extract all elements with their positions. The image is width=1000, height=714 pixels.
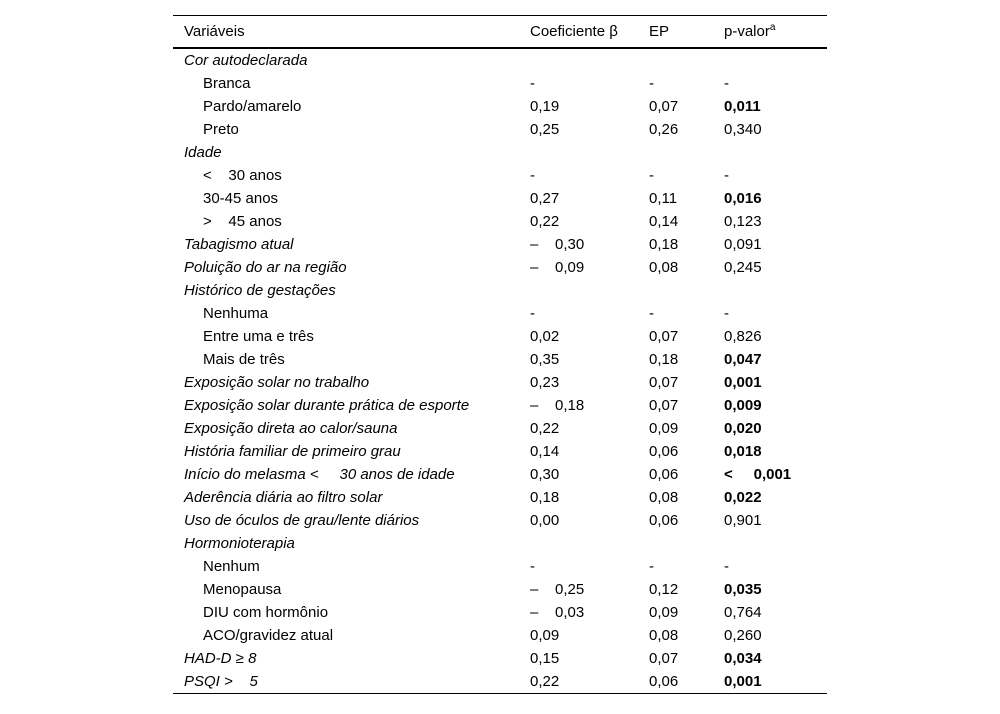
cell-p-value: 0,009 — [724, 397, 762, 414]
cell-ep: 0,14 — [649, 213, 679, 230]
cell-ep: 0,08 — [649, 489, 679, 506]
cell-ep: 0,07 — [649, 328, 679, 345]
cell-p-value: 0,022 — [724, 489, 762, 506]
cell-variable: Nenhuma — [203, 305, 269, 322]
table-row-category — [173, 440, 827, 463]
cell-p-value: - — [724, 167, 729, 184]
cell-variable: Pardo/amarelo — [203, 98, 302, 115]
results-table-container — [173, 15, 827, 694]
cell-coefficient: 0,00 — [530, 512, 560, 529]
cell-ep: 0,18 — [649, 236, 679, 253]
cell-ep: - — [649, 167, 654, 184]
header-coefficient: Coeficiente β — [530, 23, 618, 40]
table-row-subcategory — [173, 325, 827, 348]
cell-coefficient: 0,22 — [530, 673, 560, 690]
cell-variable: Histórico de gestações — [184, 282, 336, 299]
cell-variable: Menopausa — [203, 581, 282, 598]
table-row-category — [173, 532, 827, 555]
cell-coefficient: 0,23 — [530, 374, 560, 391]
cell-variable: Exposição solar no trabalho — [184, 374, 370, 391]
table-row-subcategory — [173, 555, 827, 578]
cell-variable: Mais de três — [203, 351, 285, 368]
cell-p-value: - — [724, 75, 729, 92]
cell-coefficient: 0,15 — [530, 650, 560, 667]
cell-coefficient: 0,09 — [530, 627, 560, 644]
cell-coefficient: 0,14 — [530, 443, 560, 460]
cell-coefficient: – 0,09 — [530, 259, 585, 276]
table-row-subcategory — [173, 95, 827, 118]
cell-ep: 0,06 — [649, 512, 679, 529]
table-row-category — [173, 509, 827, 532]
table-row-subcategory — [173, 72, 827, 95]
table-row-category — [173, 647, 827, 670]
cell-coefficient — [519, 48, 638, 72]
table-row-category — [173, 394, 827, 417]
cell-coefficient: – 0,03 — [530, 604, 585, 621]
table-row-category — [173, 670, 827, 694]
cell-variable: 30-45 anos — [203, 190, 279, 207]
table-row-subcategory — [173, 187, 827, 210]
cell-p-value: 0,020 — [724, 420, 762, 437]
cell-p-value: 0,091 — [724, 236, 762, 253]
cell-ep: 0,06 — [649, 443, 679, 460]
cell-coefficient — [519, 532, 638, 555]
cell-p-value — [713, 279, 827, 302]
header-p-value-label: p-valor — [724, 23, 770, 40]
table-header — [173, 16, 827, 49]
cell-ep: 0,08 — [649, 627, 679, 644]
cell-variable: Exposição direta ao calor/sauna — [184, 420, 398, 437]
cell-p-value: 0,047 — [724, 351, 762, 368]
cell-p-value: < 0,001 — [724, 466, 792, 483]
cell-variable: História familiar de primeiro grau — [184, 443, 401, 460]
cell-coefficient — [519, 279, 638, 302]
cell-p-value: 0,016 — [724, 190, 762, 207]
cell-coefficient: 0,35 — [530, 351, 560, 368]
cell-ep: 0,26 — [649, 121, 679, 138]
header-p-value — [713, 16, 827, 49]
table-row-category — [173, 141, 827, 164]
table-row-category — [173, 256, 827, 279]
table-row-category — [173, 48, 827, 72]
cell-ep: 0,09 — [649, 420, 679, 437]
cell-p-value: 0,245 — [724, 259, 762, 276]
cell-ep: 0,07 — [649, 397, 679, 414]
cell-variable: ACO/gravidez atual — [203, 627, 334, 644]
cell-coefficient: – 0,30 — [530, 236, 585, 253]
cell-coefficient: 0,22 — [530, 420, 560, 437]
table-row-subcategory — [173, 210, 827, 233]
cell-ep: 0,08 — [649, 259, 679, 276]
cell-ep: 0,07 — [649, 98, 679, 115]
cell-ep — [638, 141, 713, 164]
cell-variable: < 30 anos — [203, 167, 282, 184]
table-row-subcategory — [173, 118, 827, 141]
cell-coefficient: 0,25 — [530, 121, 560, 138]
table-row-category — [173, 233, 827, 256]
cell-coefficient: 0,22 — [530, 213, 560, 230]
cell-variable: Entre uma e três — [203, 328, 314, 345]
cell-coefficient: 0,30 — [530, 466, 560, 483]
table-row-subcategory — [173, 601, 827, 624]
cell-ep: 0,09 — [649, 604, 679, 621]
cell-ep: - — [649, 305, 654, 322]
cell-p-value — [713, 48, 827, 72]
cell-variable: Nenhum — [203, 558, 260, 575]
cell-variable: Preto — [203, 121, 239, 138]
cell-p-value: 0,001 — [724, 374, 762, 391]
cell-coefficient: 0,19 — [530, 98, 560, 115]
cell-variable: Cor autodeclarada — [184, 52, 308, 69]
cell-coefficient: - — [530, 167, 535, 184]
regression-results-table — [173, 15, 827, 694]
header-row — [173, 16, 827, 49]
cell-variable: Hormonioterapia — [184, 535, 295, 552]
cell-variable: > 45 anos — [203, 213, 282, 230]
cell-p-value: 0,001 — [724, 673, 762, 690]
table-row-category — [173, 417, 827, 440]
cell-p-value: 0,901 — [724, 512, 762, 529]
cell-coefficient: - — [530, 558, 535, 575]
table-row-category — [173, 371, 827, 394]
cell-coefficient: - — [530, 305, 535, 322]
cell-ep: 0,06 — [649, 466, 679, 483]
cell-ep — [638, 532, 713, 555]
cell-ep: 0,11 — [649, 190, 678, 207]
cell-p-value: 0,011 — [724, 98, 761, 115]
cell-ep: 0,18 — [649, 351, 679, 368]
cell-p-value: - — [724, 305, 729, 322]
header-ep: EP — [649, 23, 670, 40]
cell-coefficient — [519, 141, 638, 164]
cell-p-value: 0,764 — [724, 604, 762, 621]
table-body — [173, 48, 827, 694]
cell-coefficient: 0,18 — [530, 489, 560, 506]
table-row-subcategory — [173, 624, 827, 647]
cell-p-value: 0,260 — [724, 627, 762, 644]
cell-variable: HAD-D ≥ 8 — [184, 650, 257, 667]
cell-variable: Poluição do ar na região — [184, 259, 347, 276]
table-row-category — [173, 486, 827, 509]
header-p-value-footnote-mark: a — [769, 22, 776, 33]
cell-p-value: 0,826 — [724, 328, 762, 345]
cell-ep: 0,07 — [649, 650, 679, 667]
cell-variable: Exposição solar durante prática de esporte — [184, 397, 470, 414]
cell-ep — [638, 48, 713, 72]
cell-variable: Idade — [184, 144, 222, 161]
cell-variable: Uso de óculos de grau/lente diários — [184, 512, 420, 529]
cell-ep: 0,12 — [649, 581, 679, 598]
cell-ep: 0,07 — [649, 374, 679, 391]
table-row-subcategory — [173, 348, 827, 371]
cell-coefficient: 0,27 — [530, 190, 560, 207]
table-row-subcategory — [173, 164, 827, 187]
cell-p-value — [713, 532, 827, 555]
cell-ep: - — [649, 558, 654, 575]
cell-variable: Início do melasma < 30 anos de idade — [184, 466, 455, 483]
cell-coefficient: - — [530, 75, 535, 92]
cell-variable: Branca — [203, 75, 251, 92]
cell-p-value: - — [724, 558, 729, 575]
cell-variable: DIU com hormônio — [203, 604, 329, 621]
cell-variable: Tabagismo atual — [184, 236, 294, 253]
cell-p-value: 0,035 — [724, 581, 762, 598]
cell-p-value: 0,123 — [724, 213, 762, 230]
table-row-category — [173, 463, 827, 486]
cell-p-value: 0,034 — [724, 650, 762, 667]
cell-coefficient: – 0,25 — [530, 581, 585, 598]
cell-variable: PSQI > 5 — [184, 673, 258, 690]
cell-coefficient: 0,02 — [530, 328, 560, 345]
cell-ep: 0,06 — [649, 673, 679, 690]
cell-ep: - — [649, 75, 654, 92]
cell-coefficient: – 0,18 — [530, 397, 585, 414]
table-row-category — [173, 279, 827, 302]
cell-p-value — [713, 141, 827, 164]
cell-p-value: 0,018 — [724, 443, 762, 460]
cell-variable: Aderência diária ao filtro solar — [184, 489, 383, 506]
cell-p-value: 0,340 — [724, 121, 762, 138]
cell-ep — [638, 279, 713, 302]
table-row-subcategory — [173, 302, 827, 325]
table-row-subcategory — [173, 578, 827, 601]
header-variable: Variáveis — [184, 23, 245, 40]
